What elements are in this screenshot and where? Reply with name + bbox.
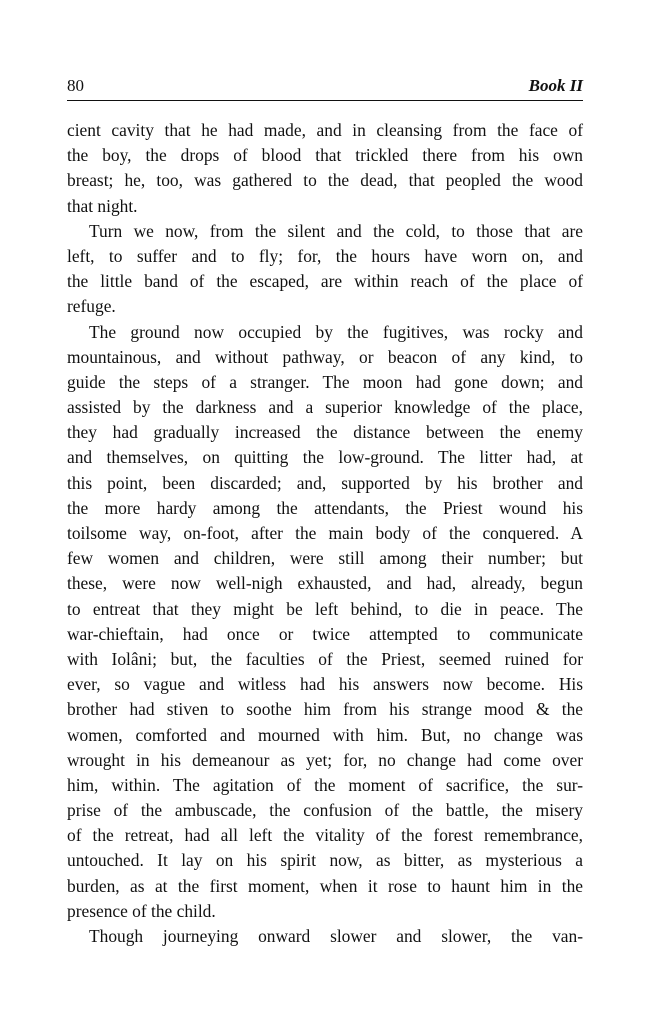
text-line: the little band of the escaped, are within reach of the place of xyxy=(67,271,583,292)
text-line: left, to suffer and to fly; for, the hours have worn on, and xyxy=(67,245,583,266)
body-text xyxy=(67,118,583,949)
text-line: they had gradually increased the distance between the enemy xyxy=(67,422,583,443)
text-line: assisted by the darkness and a superior knowledge of the place, xyxy=(67,397,583,418)
text-line: breast; he, too, was gathered to the dead, that peopled the wood xyxy=(67,170,583,191)
text-line: burden, as at the first moment, when it rose to haunt him in the xyxy=(67,875,583,896)
text-line: and themselves, on quitting the low-ground. The litter had, at xyxy=(67,447,583,468)
text-line: brother had stiven to soothe him from his strange mood & the xyxy=(67,699,583,720)
text-line: women, comforted and mourned with him. But, no change was xyxy=(67,724,583,745)
text-line: him, within. The agitation of the moment of sacrifice, the sur- xyxy=(67,774,583,795)
text-line: untouched. It lay on his spirit now, as bitter, as mysterious a xyxy=(67,850,583,871)
text-line: presence of the child. xyxy=(67,900,216,921)
running-head: Book II xyxy=(528,76,583,95)
text-line: these, were now well-nigh exhausted, and had, already, begun xyxy=(67,573,583,594)
text-line: few women and children, were still among their number; but xyxy=(67,548,583,569)
text-line: toilsome way, on-foot, after the main body of the conquered. A xyxy=(67,523,583,543)
text-line: this point, been discarded; and, supported by his brother and xyxy=(67,472,583,493)
text-line: the boy, the drops of blood that trickled there from his own xyxy=(67,145,583,166)
text-line: wrought in his demeanour as yet; for, no change had come over xyxy=(67,749,583,770)
text-line: to entreat that they might be left behind, to die in peace. The xyxy=(67,598,583,619)
text-line: Though journeying onward slower and slower, the van- xyxy=(89,926,583,946)
text-line: The ground now occupied by the fugitives, was rocky and xyxy=(89,321,583,342)
text-line: of the retreat, had all left the vitality of the forest remembrance, xyxy=(67,825,583,846)
text-line: war-chieftain, had once or twice attempted to communicate xyxy=(67,623,583,644)
text-line: Turn we now, from the silent and the cold, to those that are xyxy=(89,220,583,241)
text-line: refuge. xyxy=(67,296,116,317)
text-line: the more hardy among the attendants, the Priest wound his xyxy=(67,497,583,518)
text-line: with Iolâni; but, the faculties of the Priest, seemed ruined for xyxy=(67,648,583,669)
text-line: mountainous, and without pathway, or beacon of any kind, to xyxy=(67,346,583,367)
text-line: ever, so vague and witless had his answers now become. His xyxy=(67,674,583,695)
text-line: guide the steps of a stranger. The moon had gone down; and xyxy=(67,371,583,392)
page-number: 80 xyxy=(67,76,84,95)
text-line: cient cavity that he had made, and in cleansing from the face of xyxy=(67,120,583,140)
text-line: prise of the ambuscade, the confusion of the battle, the misery xyxy=(67,800,583,821)
page-header xyxy=(67,74,583,101)
text-line: that night. xyxy=(67,195,138,216)
